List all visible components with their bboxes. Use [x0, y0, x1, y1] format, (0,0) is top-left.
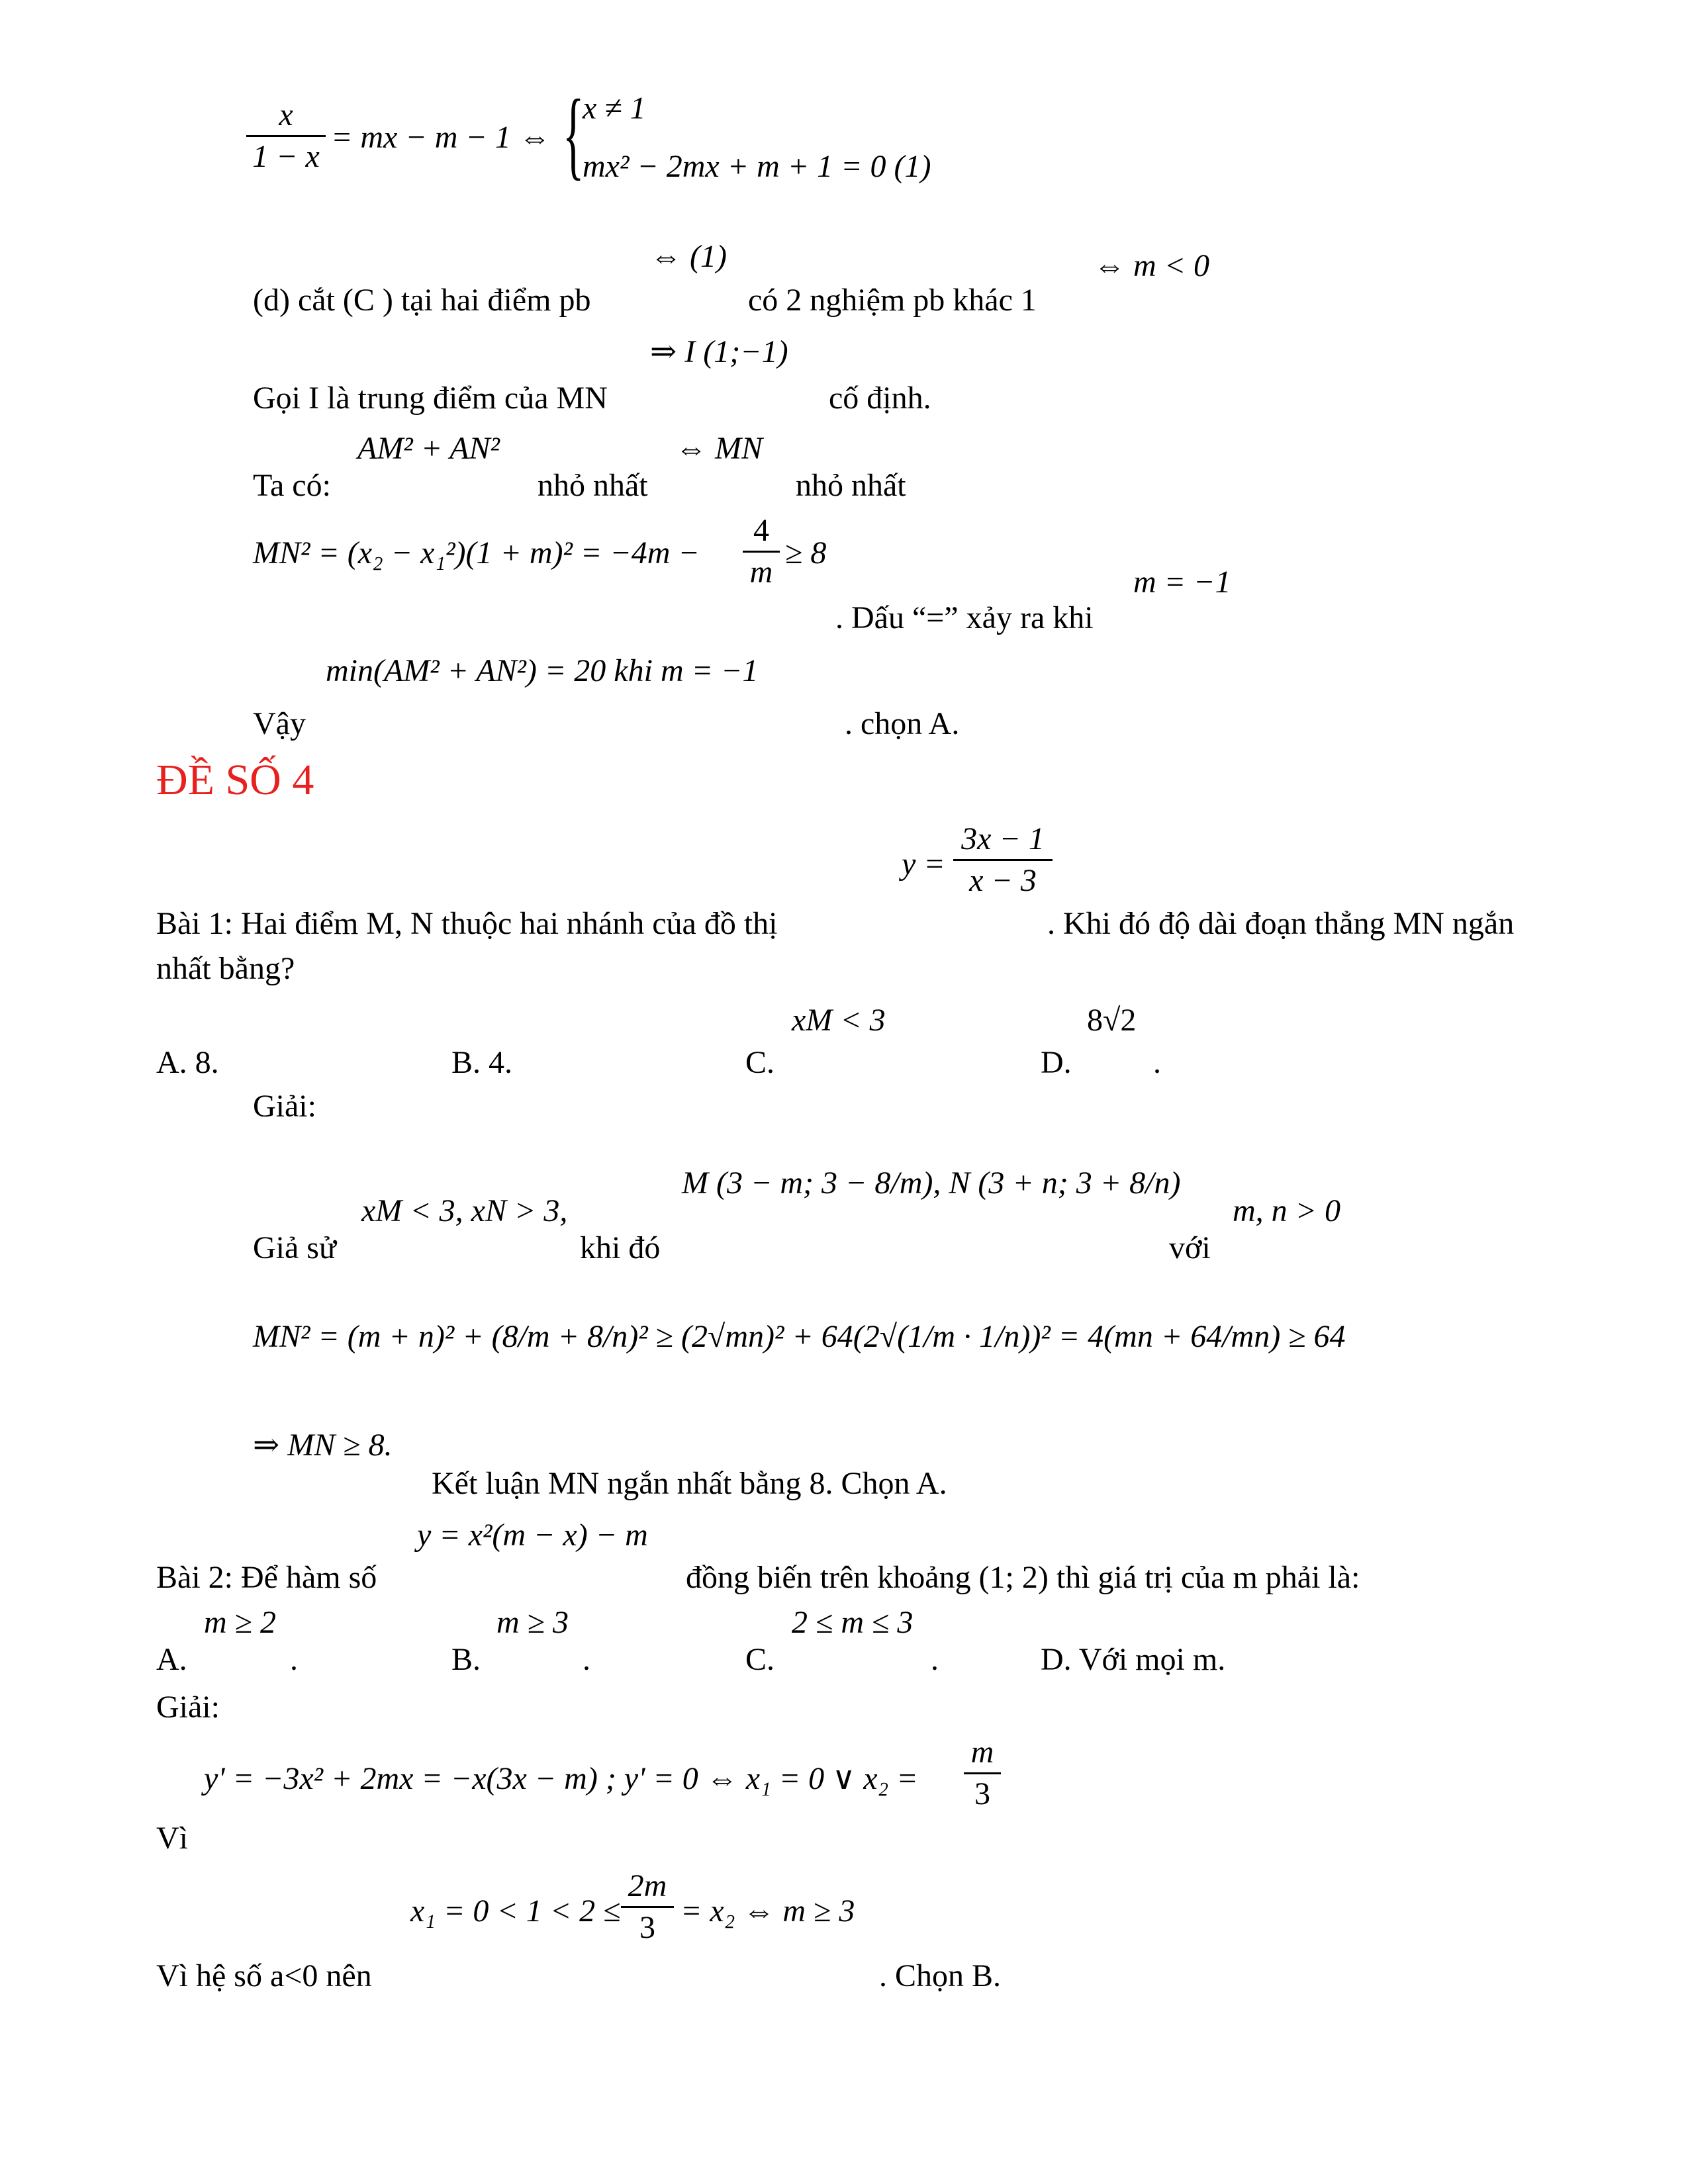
- option-c: C.: [745, 1642, 775, 1677]
- option-d: D. Với mọi m.: [1041, 1642, 1226, 1677]
- option-c: C.: [745, 1045, 775, 1080]
- text-vi-he-so: Vì hệ số a<0 nên: [156, 1958, 372, 1993]
- fraction-2m-over-3: [621, 1870, 674, 1944]
- math-conclusion: ⇒ MN ≥ 8.: [253, 1428, 393, 1463]
- fraction-4-over-m: [743, 515, 780, 588]
- bai-2-question-start: Bài 2: Để hàm số: [156, 1560, 377, 1595]
- option-a: A.: [156, 1642, 187, 1677]
- fraction-m-over-3: [964, 1737, 1001, 1810]
- fraction-bar: [964, 1772, 1001, 1774]
- text-goi-I: Gọi I là trung điểm của MN: [253, 381, 608, 416]
- text-conclusion: Kết luận MN ngắn nhất bằng 8. Chọn A.: [432, 1466, 947, 1501]
- fraction-numerator: 2m: [628, 1868, 667, 1903]
- option-a: A. 8.: [156, 1045, 219, 1080]
- option-a-math: m ≥ 2: [204, 1605, 277, 1640]
- bai-2-question-end: đồng biến trên khoảng (1; 2) thì giá trị của m phải là:: [686, 1560, 1360, 1595]
- text-nho-nhat-1: nhỏ nhất: [538, 468, 648, 503]
- text-chon-a: . chọn A.: [845, 706, 960, 741]
- inequality-right: = x₂ ⇔ m ≥ 3: [680, 1893, 855, 1929]
- bai-1-question-end: . Khi đó độ dài đoạn thẳng MN ngắn: [1047, 906, 1515, 941]
- fraction-denominator: 3: [639, 1910, 655, 1945]
- system-line-2: mx² − 2mx + m + 1 = 0 (1): [583, 149, 931, 184]
- system-brace: {: [563, 79, 585, 189]
- bai-1-question-line-2: nhất bằng?: [156, 951, 295, 986]
- section-heading: ĐỀ SỐ 4: [156, 756, 314, 804]
- text-gia-su: Giả sử: [253, 1230, 336, 1265]
- text-khi-do: khi đó: [580, 1230, 661, 1265]
- fraction-numerator: m: [970, 1735, 994, 1770]
- fraction-denominator: m: [749, 555, 773, 590]
- option-d-math: 8√2: [1087, 1003, 1137, 1038]
- math-y-lhs: y =: [902, 846, 945, 882]
- text-voi: với: [1169, 1230, 1211, 1265]
- derivative-left: y' = −3x² + 2mx = −x(3x − m) ; y' = 0 ⇔ x₁ = 0 ∨ x₂ =: [204, 1761, 918, 1796]
- fraction-x-over-1-minus-x: [246, 99, 326, 173]
- option-b-math: m ≥ 3: [496, 1605, 569, 1640]
- fraction-numerator: 3x − 1: [961, 821, 1045, 856]
- math-equiv-mn: ⇔ MN: [675, 431, 763, 466]
- text-dau-bang: . Dấu “=” xảy ra khi: [835, 600, 1094, 635]
- system-line-1: x ≠ 1: [583, 91, 646, 126]
- math-point-M-N: M (3 − m; 3 − 8/m), N (3 + n; 3 + 8/n): [682, 1165, 1181, 1201]
- option-c-math: xM < 3: [792, 1003, 886, 1038]
- mn-squared-inequality: MN² = (m + n)² + (8/m + 8/n)² ≥ (2√mn)² + 64(2√(1/m · 1/n))² = 4(mn + 64/mn) ≥ 64: [253, 1319, 1346, 1354]
- inequality-left: x₁ = 0 < 1 < 2 ≤: [410, 1893, 621, 1929]
- option-c-dot: .: [931, 1642, 939, 1677]
- text-two-roots: có 2 nghiệm pb khác 1: [748, 283, 1037, 318]
- text-nho-nhat-2: nhỏ nhất: [796, 468, 906, 503]
- option-c-math: 2 ≤ m ≤ 3: [792, 1605, 914, 1640]
- math-equiv-1: ⇔ (1): [650, 239, 727, 274]
- math-m-n-positive: m, n > 0: [1233, 1193, 1341, 1228]
- min-expression: min(AM² + AN²) = 20 khi m = −1: [326, 653, 759, 688]
- option-b: B. 4.: [451, 1045, 513, 1080]
- text-vi: Vì: [156, 1821, 188, 1856]
- math-am-an: AM² + AN²: [357, 431, 500, 466]
- math-m-less-0: ⇔ m < 0: [1094, 248, 1210, 283]
- mn-squared-left: MN² = (x₂ − x₁²)(1 + m)² = −4m −: [253, 535, 700, 570]
- fraction-denominator: 3: [974, 1776, 990, 1811]
- text-co-dinh: cố định.: [829, 381, 931, 416]
- mn-squared-right: ≥ 8: [785, 535, 827, 570]
- fraction-denominator: x − 3: [969, 863, 1037, 898]
- bai-1-question: Bài 1: Hai điểm M, N thuộc hai nhánh của đồ thị: [156, 906, 778, 941]
- option-b-dot: .: [583, 1642, 590, 1677]
- fraction-numerator: 4: [753, 513, 769, 548]
- math-xm-xn: xM < 3, xN > 3,: [361, 1193, 568, 1228]
- text-d-cut-c: (d) cắt (C ) tại hai điểm pb: [253, 283, 591, 318]
- fraction-bar: [743, 551, 780, 553]
- option-a-dot: .: [290, 1642, 298, 1677]
- option-b: B.: [451, 1642, 481, 1677]
- math-function-y: y = x²(m − x) − m: [417, 1518, 648, 1553]
- equation-rhs: = mx − m − 1 ⇔: [331, 120, 551, 155]
- giai-label: Giải:: [253, 1089, 316, 1124]
- fraction-y: [953, 823, 1053, 897]
- fraction-bar: [953, 859, 1053, 861]
- fraction-bar: [621, 1906, 674, 1908]
- text-vay: Vậy: [253, 706, 306, 741]
- text-ta-co: Ta có:: [253, 468, 331, 503]
- fraction-bar: [246, 135, 326, 137]
- fraction-numerator: x: [279, 97, 293, 132]
- option-d-dot: .: [1153, 1045, 1161, 1080]
- math-point-I: ⇒ I (1;−1): [650, 334, 788, 369]
- giai-label-2: Giải:: [156, 1690, 220, 1725]
- text-chon-b: . Chọn B.: [879, 1958, 1002, 1993]
- fraction-denominator: 1 − x: [252, 139, 320, 174]
- math-m-eq-minus-1: m = −1: [1133, 565, 1231, 600]
- option-d: D.: [1041, 1045, 1072, 1080]
